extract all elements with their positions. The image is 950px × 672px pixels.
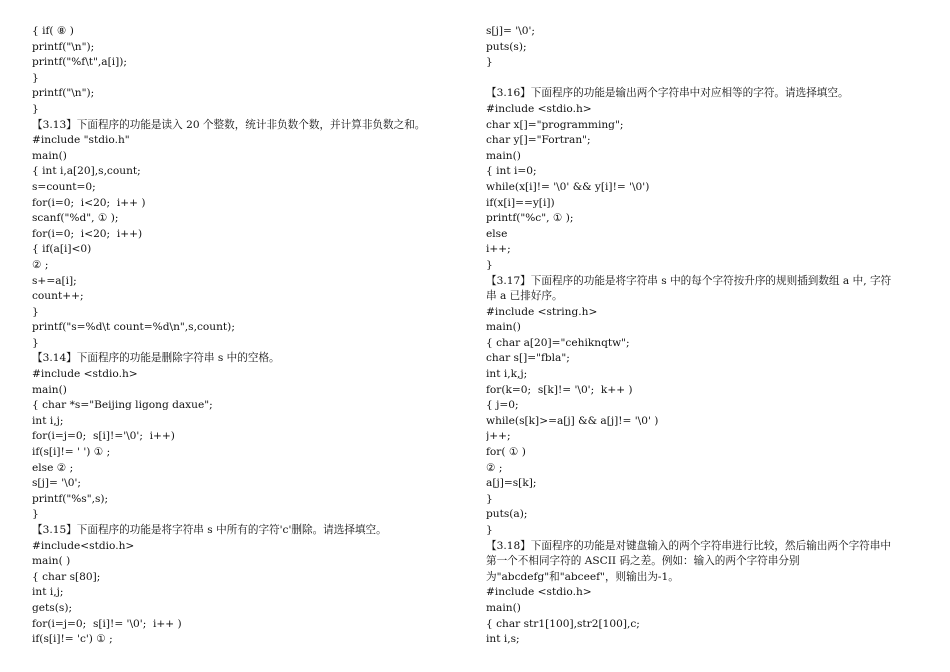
code-line: #include <stdio.h> <box>486 102 592 115</box>
code-line: else ② ; <box>32 461 74 474</box>
question-text-line: 串 a 已排好序。 <box>486 290 563 303</box>
code-line: { j=0; <box>486 399 519 412</box>
code-line: s+=a[i]; <box>32 274 77 287</box>
question-text-line: 【3.14】下面程序的功能是删除字符串 s 中的空格。 <box>32 352 280 365</box>
code-line: printf("%f\t",a[i]); <box>32 56 127 69</box>
question-text-line: 【3.13】下面程序的功能是读入 20 个整数，统计非负数个数，并计算非负数之和。 <box>32 118 426 131</box>
code-line: printf("\n"); <box>32 40 95 53</box>
code-line: scanf("%d", ① ); <box>32 212 119 225</box>
code-line: count++; <box>32 290 84 303</box>
code-line: { char str1[100],str2[100],c; <box>486 617 640 630</box>
code-line: main( ) <box>32 555 71 568</box>
code-line: } <box>486 492 493 505</box>
code-line: } <box>32 336 39 349</box>
code-line: { char a[20]="cehiknqtw"; <box>486 336 630 349</box>
question-text-line: 【3.17】下面程序的功能是将字符串 s 中的每个字符按升序的规则插到数组 a 中, 字符 <box>486 274 892 287</box>
code-line: s[j]= '\0'; <box>486 25 535 37</box>
code-line: int i,j; <box>32 414 64 427</box>
code-line: } <box>486 56 493 69</box>
code-line: else <box>486 227 508 240</box>
code-line: { int i,a[20],s,count; <box>32 165 141 178</box>
code-line: puts(s); <box>486 40 527 53</box>
code-line: printf("\n"); <box>32 87 95 100</box>
code-line: } <box>32 71 39 84</box>
code-line: } <box>486 524 493 536</box>
code-line: for(i=j=0; s[i]!= '\0'; i++ ) <box>32 617 182 630</box>
blank-line <box>486 71 932 87</box>
code-line: if(s[i]!= 'c') ① ; <box>32 633 113 646</box>
code-line: char x[]="programming"; <box>486 118 624 131</box>
code-line: char y[]="Fortran"; <box>486 134 591 147</box>
code-line: int i,j; <box>32 586 64 599</box>
code-line: main() <box>486 149 521 162</box>
code-line: a[j]=s[k]; <box>486 477 537 490</box>
question-text-line: 为"abcdefg"和"abceef"，则输出为-1。 <box>486 570 679 583</box>
code-line: char s[]="fbla"; <box>486 352 570 365</box>
code-line: printf("s=%d\t count=%d\n",s,count); <box>32 321 235 334</box>
code-line: for( ① ) <box>486 446 526 459</box>
code-line: } <box>32 508 39 521</box>
code-line: main() <box>32 383 67 396</box>
code-line: { if( ⑧ ) <box>32 25 74 37</box>
code-line: if(x[i]==y[i]) <box>486 196 555 209</box>
code-line: int i,k,j; <box>486 368 528 381</box>
code-line: } <box>486 258 493 271</box>
code-line: while(x[i]!= '\0' && y[i]!= '\0') <box>486 180 650 193</box>
code-line: #include <stdio.h> <box>486 586 592 599</box>
code-line: int i,s; <box>486 633 520 646</box>
code-line: ② ; <box>486 461 503 474</box>
code-line: } <box>32 102 39 115</box>
code-line: { if(a[i]<0) <box>32 243 92 256</box>
code-line: puts(a); <box>486 508 528 521</box>
code-line: gets(s); <box>32 601 73 614</box>
code-line: main() <box>486 601 521 614</box>
code-line: #include<stdio.h> <box>32 539 135 552</box>
right-column <box>486 24 932 648</box>
code-line: ② ; <box>32 258 49 271</box>
code-line: s[j]= '\0'; <box>32 477 81 490</box>
code-line: #include <string.h> <box>486 305 598 318</box>
code-line: } <box>32 305 39 318</box>
code-line: main() <box>32 149 67 162</box>
code-line: if(s[i]!= ' ') ① ; <box>32 446 111 459</box>
code-line: { char s[80]; <box>32 570 101 583</box>
code-line: #include "stdio.h" <box>32 134 130 147</box>
code-line: while(s[k]>=a[j] && a[j]!= '\0' ) <box>486 414 659 427</box>
question-text-line: 【3.15】下面程序的功能是将字符串 s 中所有的字符'c'删除。请选择填空。 <box>32 524 387 536</box>
left-column <box>32 24 472 648</box>
code-line: for(i=0; i<20; i++ ) <box>32 196 146 209</box>
question-text-line: 第一个不相同字符的 ASCII 码之差。例如：输入的两个字符串分别 <box>486 555 800 568</box>
code-line: for(k=0; s[k]!= '\0'; k++ ) <box>486 383 633 396</box>
code-line: s=count=0; <box>32 180 96 193</box>
code-line: printf("%s",s); <box>32 492 109 505</box>
code-line: { char *s="Beijing ligong daxue"; <box>32 399 213 412</box>
code-line: main() <box>486 321 521 334</box>
question-text-line: 【3.16】下面程序的功能是输出两个字符串中对应相等的字符。请选择填空。 <box>486 87 849 100</box>
code-line: for(i=j=0; s[i]!='\0'; i++) <box>32 430 175 443</box>
code-line: #include <stdio.h> <box>32 368 138 381</box>
code-line: printf("%c", ① ); <box>486 212 574 225</box>
code-line: for(i=0; i<20; i++) <box>32 227 143 240</box>
question-text-line: 【3.18】下面程序的功能是对键盘输入的两个字符串进行比较，然后输出两个字符串中 <box>486 539 891 552</box>
code-line: { int i=0; <box>486 165 537 178</box>
code-line: i++; <box>486 243 511 256</box>
code-line: j++; <box>486 430 511 443</box>
